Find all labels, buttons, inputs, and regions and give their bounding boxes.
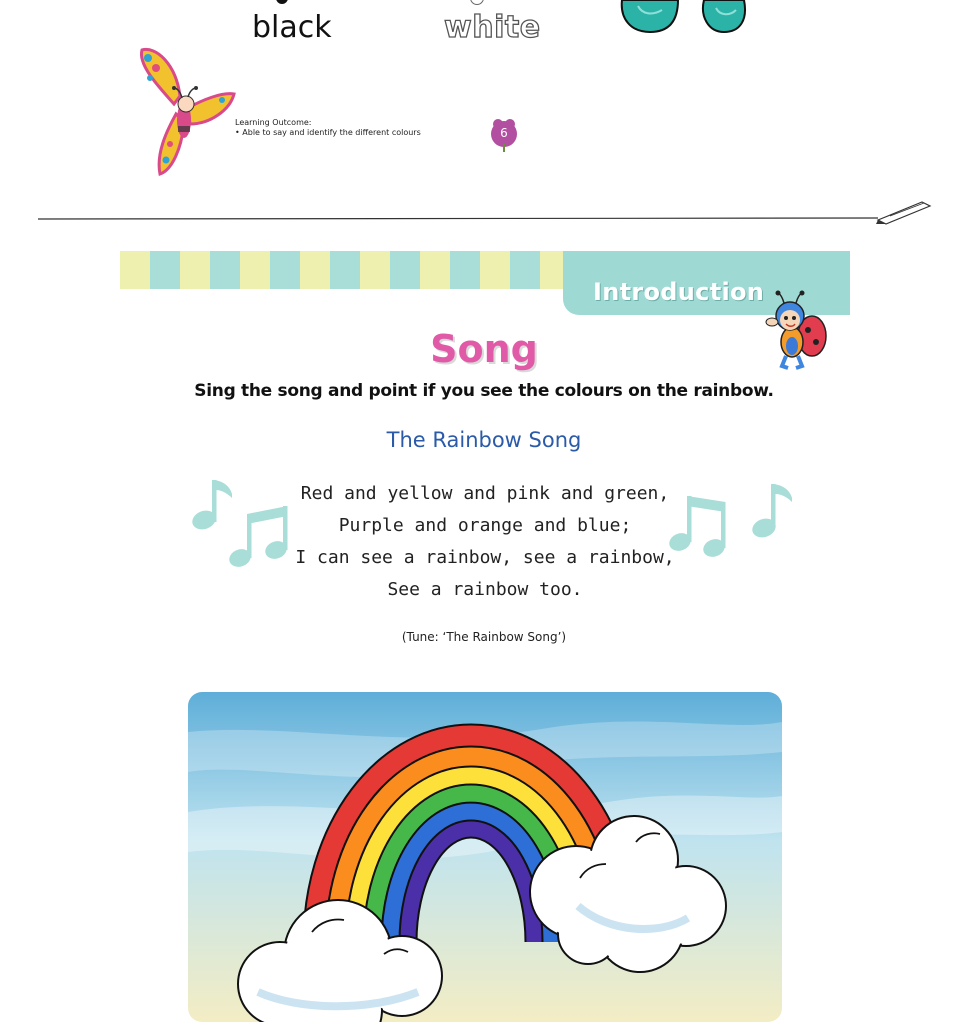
black-crayon-fragment	[276, 0, 288, 4]
music-notes-left-icon	[188, 474, 293, 572]
teal-boots-icon	[616, 0, 756, 40]
rainbow-picture	[188, 692, 782, 1022]
page-number: 6	[500, 126, 508, 140]
song-tune: (Tune: ‘The Rainbow Song’)	[401, 630, 567, 644]
page-number-badge	[489, 118, 519, 152]
color-word-white: white	[444, 10, 541, 45]
introduction-label: Introduction	[593, 278, 765, 306]
song-lyrics	[280, 478, 690, 606]
white-crayon-fragment	[470, 0, 484, 5]
lyric-line: Red and yellow and pink and green,	[300, 483, 670, 504]
rainbow-with-clouds-icon	[188, 692, 782, 1022]
rainbow-song-title: The Rainbow Song	[386, 428, 582, 452]
learning-outcome-title: Learning Outcome:	[235, 118, 312, 127]
lyric-line: Purple and orange and blue;	[338, 515, 632, 536]
learning-outcome	[235, 118, 421, 138]
lyric-line: I can see a rainbow, see a rainbow,	[295, 547, 675, 568]
pencil-icon	[876, 202, 930, 224]
color-word-black: black	[252, 10, 332, 45]
song-heading: Song	[430, 327, 538, 371]
learning-outcome-item: • Able to say and identify the different colours	[235, 128, 421, 137]
banner-stripes	[120, 251, 566, 289]
butterfly-icon	[136, 44, 236, 180]
lyric-line: See a rainbow too.	[387, 579, 583, 600]
page-divider	[38, 198, 933, 226]
song-instruction: Sing the song and point if you see the colours on the rainbow.	[194, 381, 774, 401]
